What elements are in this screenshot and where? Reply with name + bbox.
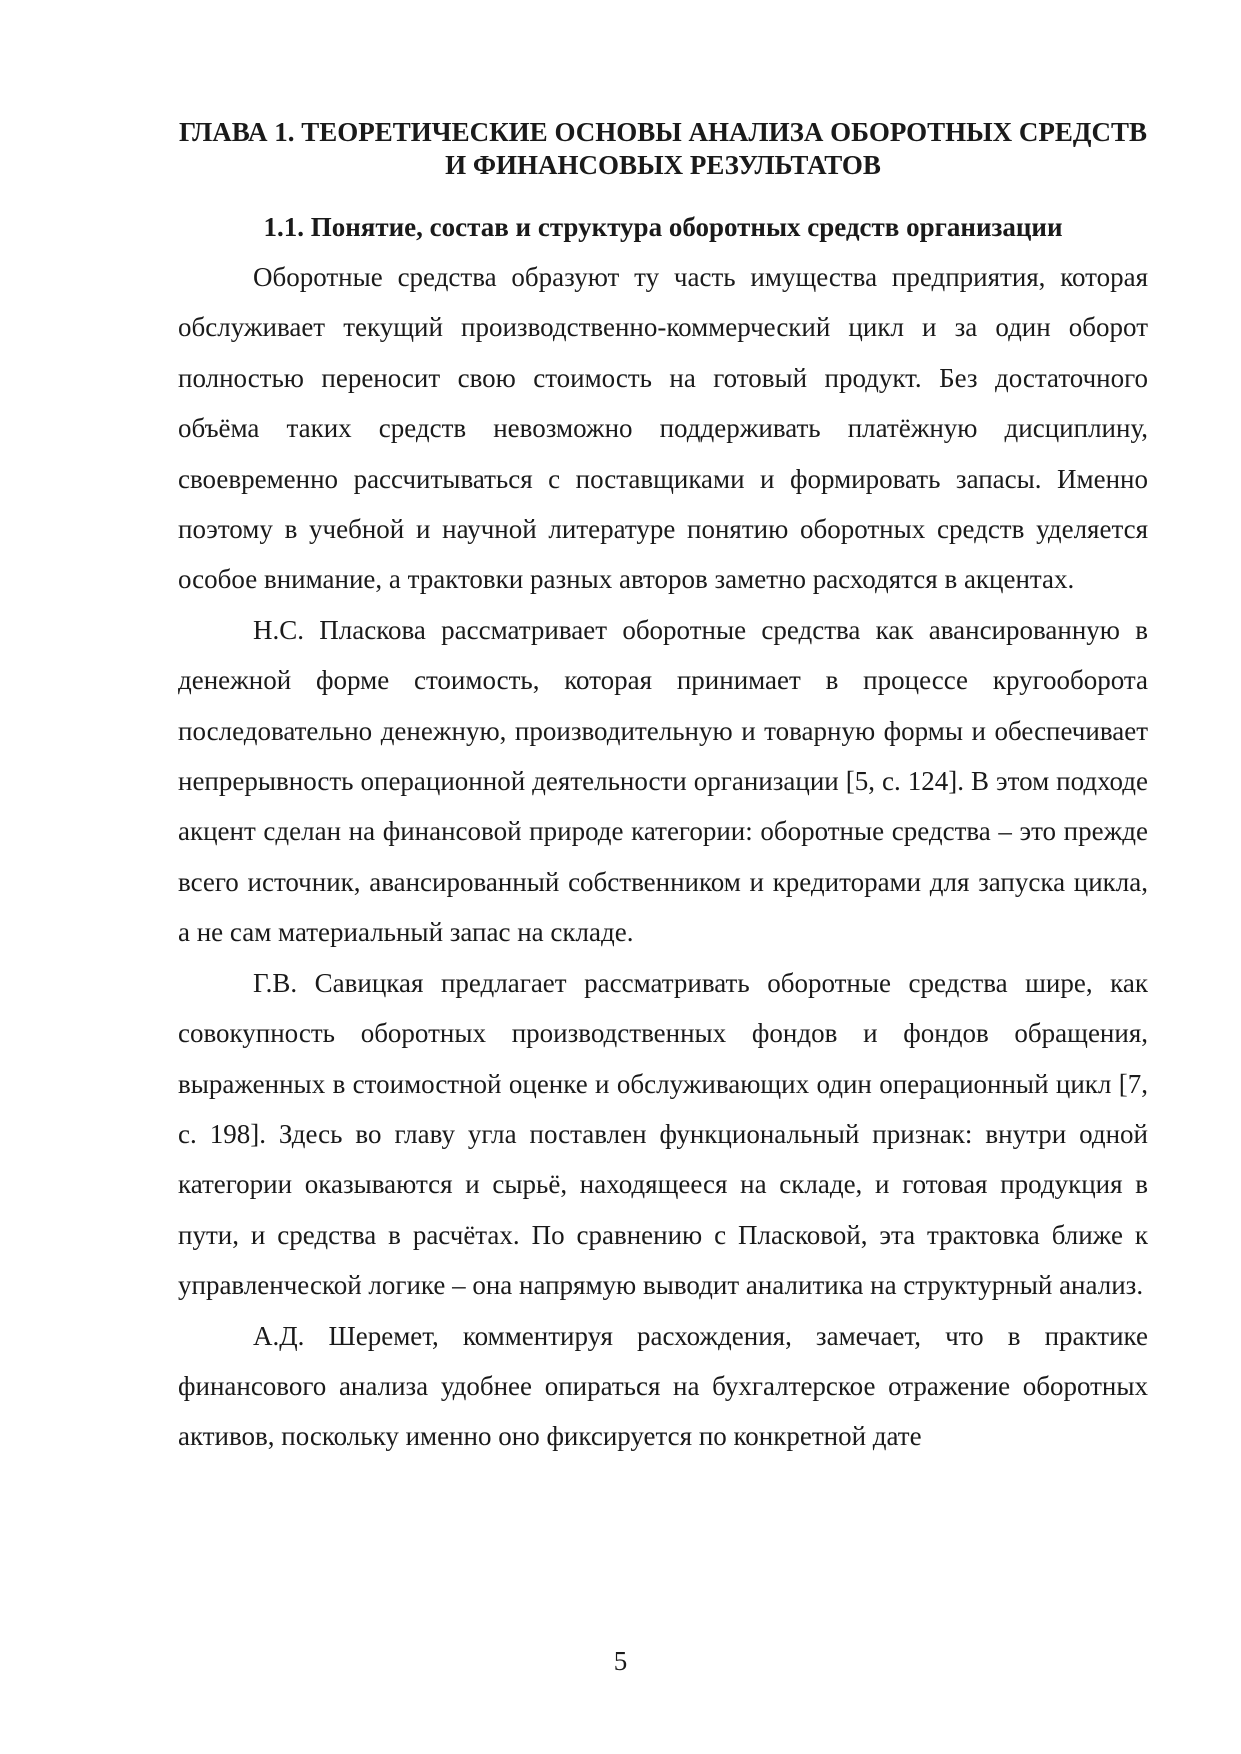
paragraph: Оборотные средства образуют ту часть имущества предприятия, которая обслуживает текущий производственно-коммерческий цикл и за один оборот полностью переносит свою стоимость на готовый продукт. Без достаточного объёма таких средств невозможно поддерживать платёжную дисциплину, своевременно рассчитываться с поставщиками и формировать запасы. Именно поэтому в учебной и научной литературе понятию оборотных средств уделяется особое внимание, а трактовки разных авторов заметно расходятся в акцентах. (178, 262, 1148, 595)
chapter-title: ГЛАВА 1. ТЕОРЕТИЧЕСКИЕ ОСНОВЫ АНАЛИЗА ОБОРОТНЫХ СРЕДСТВ И ФИНАНСОВЫХ РЕЗУЛЬТАТОВ (178, 117, 1148, 180)
section-title: 1.1. Понятие, состав и структура оборотных средств организации (263, 212, 1063, 242)
paragraph: А.Д. Шеремет, комментируя расхождения, замечает, что в практике финансового анализа удобнее опираться на бухгалтерское отражение оборотных активов, поскольку именно оно фиксируется по конкретной дате (178, 1320, 1148, 1452)
paragraph: Г.В. Савицкая предлагает рассматривать оборотные средства шире, как совокупность оборотных производственных фондов и фондов обращения, выраженных в стоимостной оценке и обслуживающих один операционный цикл [7, с. 198]. Здесь во главу угла поставлен функциональный признак: внутри одной категории оказываются и сырьё, находящееся на складе, и готовая продукция в пути, и средства в расчётах. По сравнению с Пласковой, эта трактовка ближе к управленческой логике – она напрямую выводит аналитика на структурный анализ. (178, 967, 1148, 1301)
paragraph: Н.С. Пласкова рассматривает оборотные средства как авансированную в денежной форме стоимость, которая принимает в процессе кругооборота последовательно денежную, производительную и товарную формы и обеспечивает непрерывность операционной деятельности организации [5, с. 124]. В этом подходе акцент сделан на финансовой природе категории: оборотные средства – это прежде всего источник, авансированный собственником и кредиторами для запуска цикла, а не сам материальный запас на складе. (178, 614, 1148, 948)
page-number: 5 (613, 1646, 628, 1676)
body-text (178, 252, 1148, 1462)
